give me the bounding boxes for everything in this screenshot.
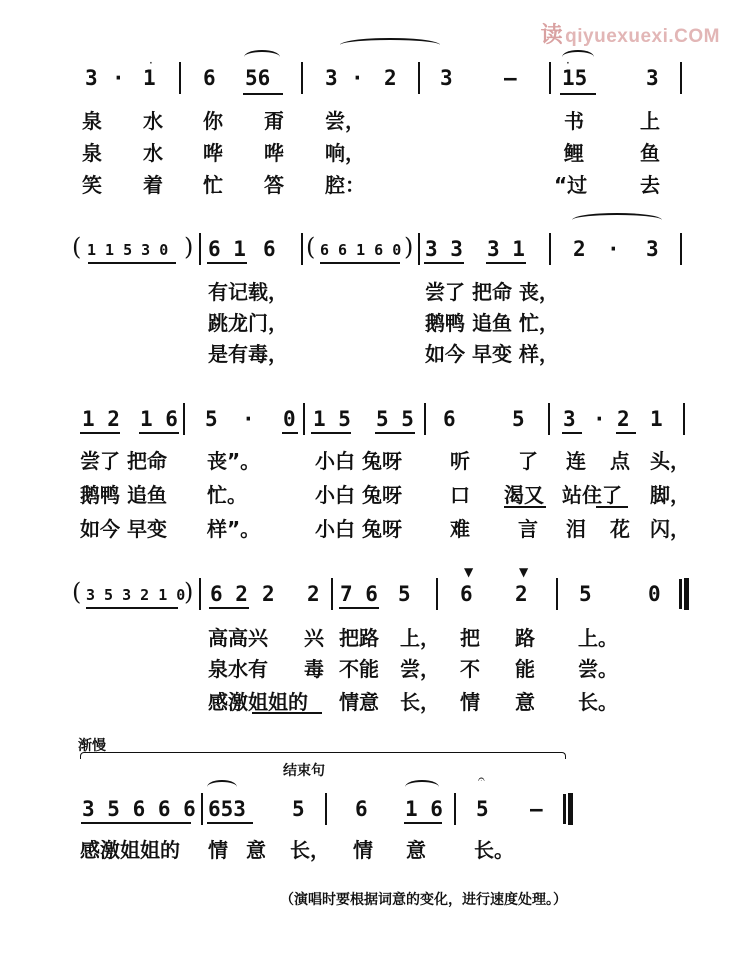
lyric-char: 情 (460, 690, 480, 714)
note: 2 (515, 582, 528, 606)
note: 6 (203, 66, 216, 90)
lyric-char: 你 (203, 109, 223, 133)
note: 56 (245, 66, 271, 90)
lyric-phrase: 鹅鸭 追鱼 忙， (425, 311, 559, 335)
note-group: 1 5 (313, 407, 351, 431)
barline (549, 233, 551, 265)
note: 5 (205, 407, 218, 431)
lyric-char: 长， (290, 838, 330, 862)
lyric-char: 花 (610, 517, 630, 541)
underline-beam (80, 432, 120, 434)
note-group: 3 1 (487, 237, 525, 261)
lyric-line (0, 622, 750, 652)
lyric-char: 尝。 (578, 657, 618, 681)
note: 5 (579, 582, 592, 606)
watermark-text: qiyuexuexi.COM (565, 26, 720, 47)
underline-beam (560, 93, 596, 95)
underline-beam (207, 262, 247, 264)
lyric-char: 水 (143, 109, 163, 133)
note: 2 (573, 237, 586, 261)
final-double-barline (684, 578, 689, 610)
note-group: 6 6 1 6 0 (320, 241, 402, 259)
lyric-char: 脚， (650, 483, 690, 507)
lyric-line (0, 105, 750, 135)
lyric-phrase: 感激姐姐的 (208, 690, 308, 714)
lyric-phrase: 小白 兔呀 (315, 449, 402, 473)
lyric-char: 笑 (82, 173, 102, 197)
rest-paren-open: ( (306, 233, 316, 261)
slur-mark (244, 50, 280, 64)
note-group: 653 (208, 797, 246, 821)
note-group: 3 3 (425, 237, 463, 261)
lyric-line (0, 338, 750, 368)
note: 5 (398, 582, 411, 606)
lyric-phrase: 忙。 (207, 483, 247, 507)
lyric-char: “过 (554, 173, 588, 197)
underline-beam (139, 432, 179, 434)
lyric-char: 点 (610, 449, 630, 473)
note-group: 3 5 3 2 1 0 (86, 586, 186, 604)
lyric-phrase: 感激姐姐的 (80, 838, 180, 862)
lyric-char: 鲤 (564, 141, 584, 165)
underline-beam (311, 432, 351, 434)
site-watermark (541, 18, 720, 49)
barline (436, 578, 438, 610)
note: 15 (562, 66, 588, 90)
lyric-line (0, 513, 750, 543)
barline (179, 62, 181, 94)
lyric-phrase: 如今 早变 样， (425, 342, 559, 366)
note: 5 (512, 407, 525, 431)
numbered-notation-row (0, 578, 750, 608)
barline (301, 233, 303, 265)
note: 6 (443, 407, 456, 431)
lyric-char: 头， (650, 449, 690, 473)
underline-beam (375, 432, 415, 434)
note-dot: · (351, 66, 364, 90)
fermata-icon: 𝄐 (478, 772, 485, 786)
note: 3 (85, 66, 98, 90)
note-group: 6 1 (208, 237, 246, 261)
lyric-char: 长。 (474, 838, 514, 862)
lyric-char: 不 (460, 657, 480, 681)
lyric-phrase: 是有毒， (208, 342, 288, 366)
lyric-phrase: 情意 (339, 690, 379, 714)
lyric-char: 把 (460, 626, 480, 650)
note: 2 (384, 66, 397, 90)
underline-beam (616, 432, 636, 434)
lyric-char: 去 (640, 173, 660, 197)
lyric-char: 情 (208, 838, 228, 862)
lyric-phrase: 跳龙门， (208, 311, 288, 335)
note: 1 (650, 407, 663, 431)
lyric-line (0, 479, 750, 509)
lyric-phrase: 高高兴 (208, 626, 268, 650)
lyric-char: 言 (518, 517, 538, 541)
lyric-char: 情 (353, 838, 373, 862)
slur-mark (572, 213, 662, 227)
note: 3 (563, 407, 576, 431)
note-dash: — (504, 66, 517, 90)
note: 2 (307, 582, 320, 606)
note: 3 (646, 66, 659, 90)
lyric-char: 闪， (650, 517, 690, 541)
lyric-line (0, 276, 750, 306)
numbered-notation-row (0, 793, 750, 823)
note: 5 (292, 797, 305, 821)
numbered-notation-row (0, 62, 750, 92)
watermark-logo-icon: 读 (540, 22, 564, 47)
lyric-line (0, 137, 750, 167)
underline-beam (404, 822, 442, 824)
rest-paren-close: ) (184, 578, 194, 606)
note-dot: · (112, 66, 125, 90)
performance-footnote: （演唱时要根据词意的变化，进行速度处理。） (280, 892, 567, 908)
accent-mark: ▼ (464, 565, 474, 579)
lyric-char: 着 (143, 173, 163, 197)
note: 6 (263, 237, 276, 261)
lyric-char: 书 (564, 109, 584, 133)
barline (556, 578, 558, 610)
underline-beam (88, 262, 176, 264)
final-double-barline (568, 793, 573, 825)
barline (548, 403, 550, 435)
lyric-phrase: 渴又 (504, 483, 544, 507)
high-octave-dot: · (149, 56, 153, 70)
lyric-phrase: 站住了 (562, 483, 622, 507)
note-dot: · (242, 407, 255, 431)
note-group: 7 6 (340, 582, 378, 606)
lyric-char: 意 (515, 690, 535, 714)
lyric-underline (252, 712, 322, 714)
note: 5 (476, 797, 489, 821)
lyric-char: 腔： (325, 173, 365, 197)
underline-beam (81, 822, 191, 824)
note-group: 6 2 (210, 582, 248, 606)
note-group: 3 5 6 6 6 (82, 797, 196, 821)
lyric-char: 鱼 (640, 141, 660, 165)
rest-paren-close: ) (184, 233, 194, 261)
lyric-char: 听 (450, 449, 470, 473)
barline (549, 62, 551, 94)
note-group: 1 1 5 3 0 (87, 241, 169, 259)
lyric-line (0, 834, 750, 864)
lyric-char: 长， (400, 690, 440, 714)
rest-paren-close: ) (404, 233, 414, 261)
lyric-phrase: 尝了 把命 (80, 449, 167, 473)
tempo-mark: 渐慢 (78, 738, 106, 754)
underline-beam (486, 262, 526, 264)
lyric-line (0, 307, 750, 337)
barline (201, 793, 203, 825)
note-group: 5 5 (376, 407, 414, 431)
lyric-line (0, 169, 750, 199)
lyric-char: 意 (406, 838, 426, 862)
barline (199, 233, 201, 265)
note: 6 (355, 797, 368, 821)
underline-beam (243, 93, 283, 95)
lyric-line (0, 686, 750, 716)
note: 0 (283, 407, 296, 431)
lyric-phrase: 鹅鸭 追鱼 (80, 483, 167, 507)
underline-beam (562, 432, 582, 434)
note: 0 (648, 582, 661, 606)
underline-beam (86, 607, 178, 609)
numbered-notation-row (0, 233, 750, 263)
note: 2 (262, 582, 275, 606)
lyric-phrase: 把路 (339, 626, 379, 650)
lyric-char: 长。 (578, 690, 618, 714)
note-group: 1 2 (82, 407, 120, 431)
barline (683, 403, 685, 435)
barline (454, 793, 456, 825)
lyric-phrase: 有记载， (208, 280, 288, 304)
lyric-phrase: 小白 兔呀 (315, 517, 402, 541)
note: 3 (325, 66, 338, 90)
note: 1 (143, 66, 156, 90)
underline-beam (207, 822, 253, 824)
note-group: 1 6 (405, 797, 443, 821)
lyric-phrase: 小白 兔呀 (315, 483, 402, 507)
lyric-char: 能 (515, 657, 535, 681)
lyric-underline (504, 506, 546, 508)
lyric-char: 忙 (203, 173, 223, 197)
underline-beam (320, 262, 400, 264)
barline (424, 403, 426, 435)
lyric-char: 哗 (264, 141, 284, 165)
barline (199, 578, 201, 610)
note: 3 (646, 237, 659, 261)
lyric-char: 上 (640, 109, 660, 133)
ending-mark: 结束句 (283, 763, 325, 779)
lyric-char: 了 (518, 449, 538, 473)
lyric-char: 甭 (264, 109, 284, 133)
lyric-char: 水 (143, 141, 163, 165)
underline-beam (424, 262, 464, 264)
lyric-phrase: 泉水有 (208, 657, 268, 681)
lyric-underline (596, 506, 628, 508)
lyric-phrase: 丧”。 (207, 449, 261, 473)
lyric-char: 泪 (566, 517, 586, 541)
lyric-char: 连 (566, 449, 586, 473)
lyric-phrase: 样”。 (207, 517, 261, 541)
note: 6 (460, 582, 473, 606)
accent-mark: ▼ (519, 565, 529, 579)
lyric-char: 毒 (304, 657, 324, 681)
barline (303, 403, 305, 435)
note: 2 (617, 407, 630, 431)
lyric-char: 路 (515, 626, 535, 650)
lyric-char: 口 (450, 483, 470, 507)
lyric-char: 泉 (82, 109, 102, 133)
barline (183, 403, 185, 435)
lyric-char: 答 (264, 173, 284, 197)
lyric-char: 响， (325, 141, 365, 165)
lyric-line (0, 445, 750, 475)
lyric-char: 尝， (325, 109, 365, 133)
barline (331, 578, 333, 610)
barline (418, 233, 420, 265)
slur-mark (207, 780, 237, 794)
lyric-phrase: 不能 (339, 657, 379, 681)
lyric-char: 哗 (203, 141, 223, 165)
note-dot: · (593, 407, 606, 431)
lyric-phrase: 如今 早变 (80, 517, 167, 541)
lyric-char: 意 (246, 838, 266, 862)
lyric-line (0, 653, 750, 683)
numbered-notation-row (0, 403, 750, 433)
underline-beam (339, 607, 379, 609)
rest-paren-open: ( (72, 578, 82, 606)
lyric-phrase: 尝了 把命 丧， (425, 280, 559, 304)
barline (680, 62, 682, 94)
barline (418, 62, 420, 94)
note-dot: · (607, 237, 620, 261)
barline (301, 62, 303, 94)
lyric-char: 泉 (82, 141, 102, 165)
lyric-char: 难 (450, 517, 470, 541)
barline (325, 793, 327, 825)
note: 3 (440, 66, 453, 90)
barline (680, 233, 682, 265)
lyric-char: 尝， (400, 657, 440, 681)
lyric-char: 上。 (578, 626, 618, 650)
note-dash: — (530, 797, 543, 821)
high-octave-dot: · (566, 56, 570, 70)
tempo-span-bracket (80, 752, 566, 759)
rest-paren-open: ( (72, 233, 82, 261)
slur-mark (405, 780, 439, 794)
lyric-char: 上， (400, 626, 440, 650)
slur-mark (340, 38, 440, 52)
underline-beam (209, 607, 249, 609)
note-group: 1 6 (140, 407, 178, 431)
underline-beam (282, 432, 298, 434)
lyric-char: 兴 (304, 626, 324, 650)
